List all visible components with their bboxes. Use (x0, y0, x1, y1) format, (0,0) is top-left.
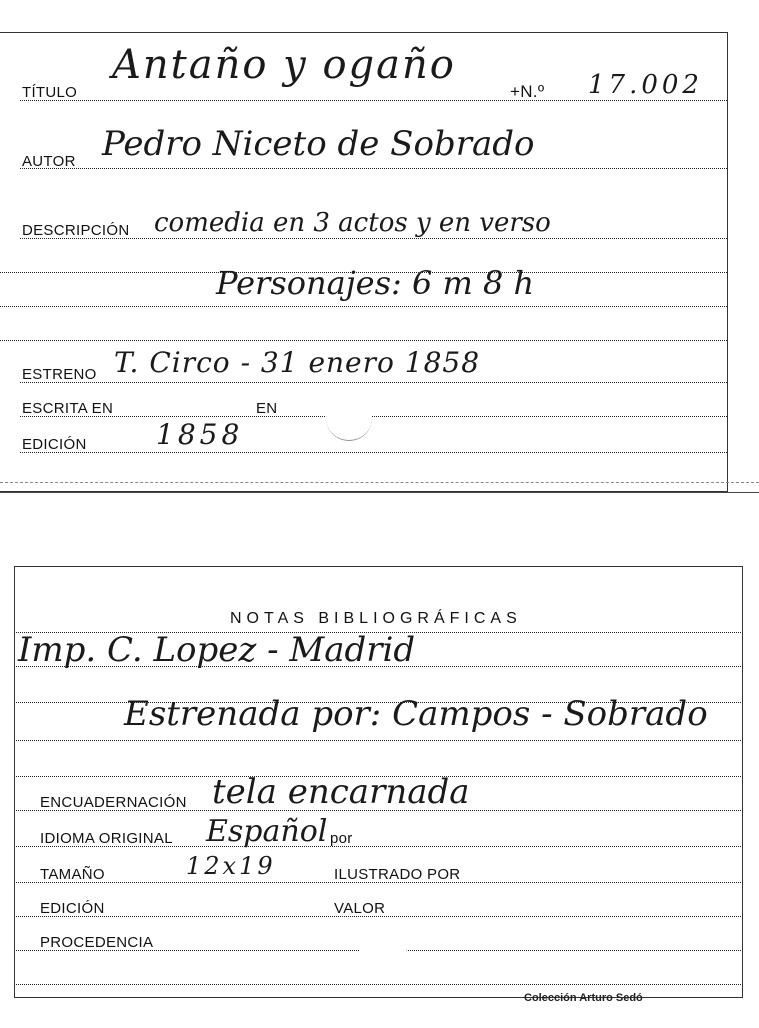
notes-title: NOTAS BIBLIOGRÁFICAS (230, 610, 522, 627)
descripcion-label: DESCRIPCIÓN (22, 222, 130, 239)
number-value: 17.002 (588, 70, 703, 100)
titulo-label: TÍTULO (22, 84, 78, 101)
procedencia-label: PROCEDENCIA (40, 934, 154, 951)
encuadernacion-value: tela encarnada (212, 772, 470, 812)
number-label: +N.º (510, 82, 545, 101)
edicion-label-bottom: EDICIÓN (40, 900, 105, 917)
autor-value: Pedro Niceto de Sobrado (102, 124, 535, 164)
autor-label: AUTOR (22, 153, 76, 170)
notes-line-4 (14, 740, 741, 741)
edicion-value: 1858 (156, 418, 244, 451)
titulo-value: Antaño y ogaño (112, 42, 456, 88)
scan-smudge-2 (358, 924, 408, 964)
blank-line-2 (0, 306, 727, 307)
card-edge-dashes (0, 482, 759, 483)
por-label: por (330, 830, 353, 847)
edicion-line (20, 452, 727, 453)
estreno-line (20, 382, 727, 383)
estreno-label: ESTRENO (22, 366, 97, 383)
note-1: Imp. C. Lopez - Madrid (18, 630, 416, 670)
titulo-line (20, 100, 727, 101)
edicion-label: EDICIÓN (22, 436, 87, 453)
valor-label: VALOR (334, 900, 386, 917)
idioma-value: Español (206, 814, 328, 849)
escrita-label: ESCRITA EN (22, 400, 114, 417)
blank-line-bottom (14, 984, 741, 985)
idioma-label: IDIOMA ORIGINAL (40, 830, 173, 847)
collection-credit: Colección Arturo Sedó (524, 992, 643, 1004)
personajes-value: Personajes: 6 m 8 h (216, 264, 535, 302)
descripcion-value: comedia en 3 actos y en verso (154, 208, 551, 238)
autor-line (20, 168, 727, 169)
escrita-line (20, 416, 727, 417)
scan-smudge (326, 396, 372, 441)
tamano-value: 12x19 (186, 852, 276, 880)
tamano-label: TAMAÑO (40, 866, 105, 883)
en-label: EN (256, 400, 278, 417)
estreno-value: T. Circo - 31 enero 1858 (114, 346, 481, 379)
encuadernacion-label: ENCUADERNACIÓN (40, 794, 187, 811)
ilustrado-label: ILUSTRADO POR (334, 866, 461, 883)
card-separator (0, 492, 759, 493)
note-2: Estrenada por: Campos - Sobrado (124, 694, 708, 734)
blank-line-3 (0, 340, 727, 341)
